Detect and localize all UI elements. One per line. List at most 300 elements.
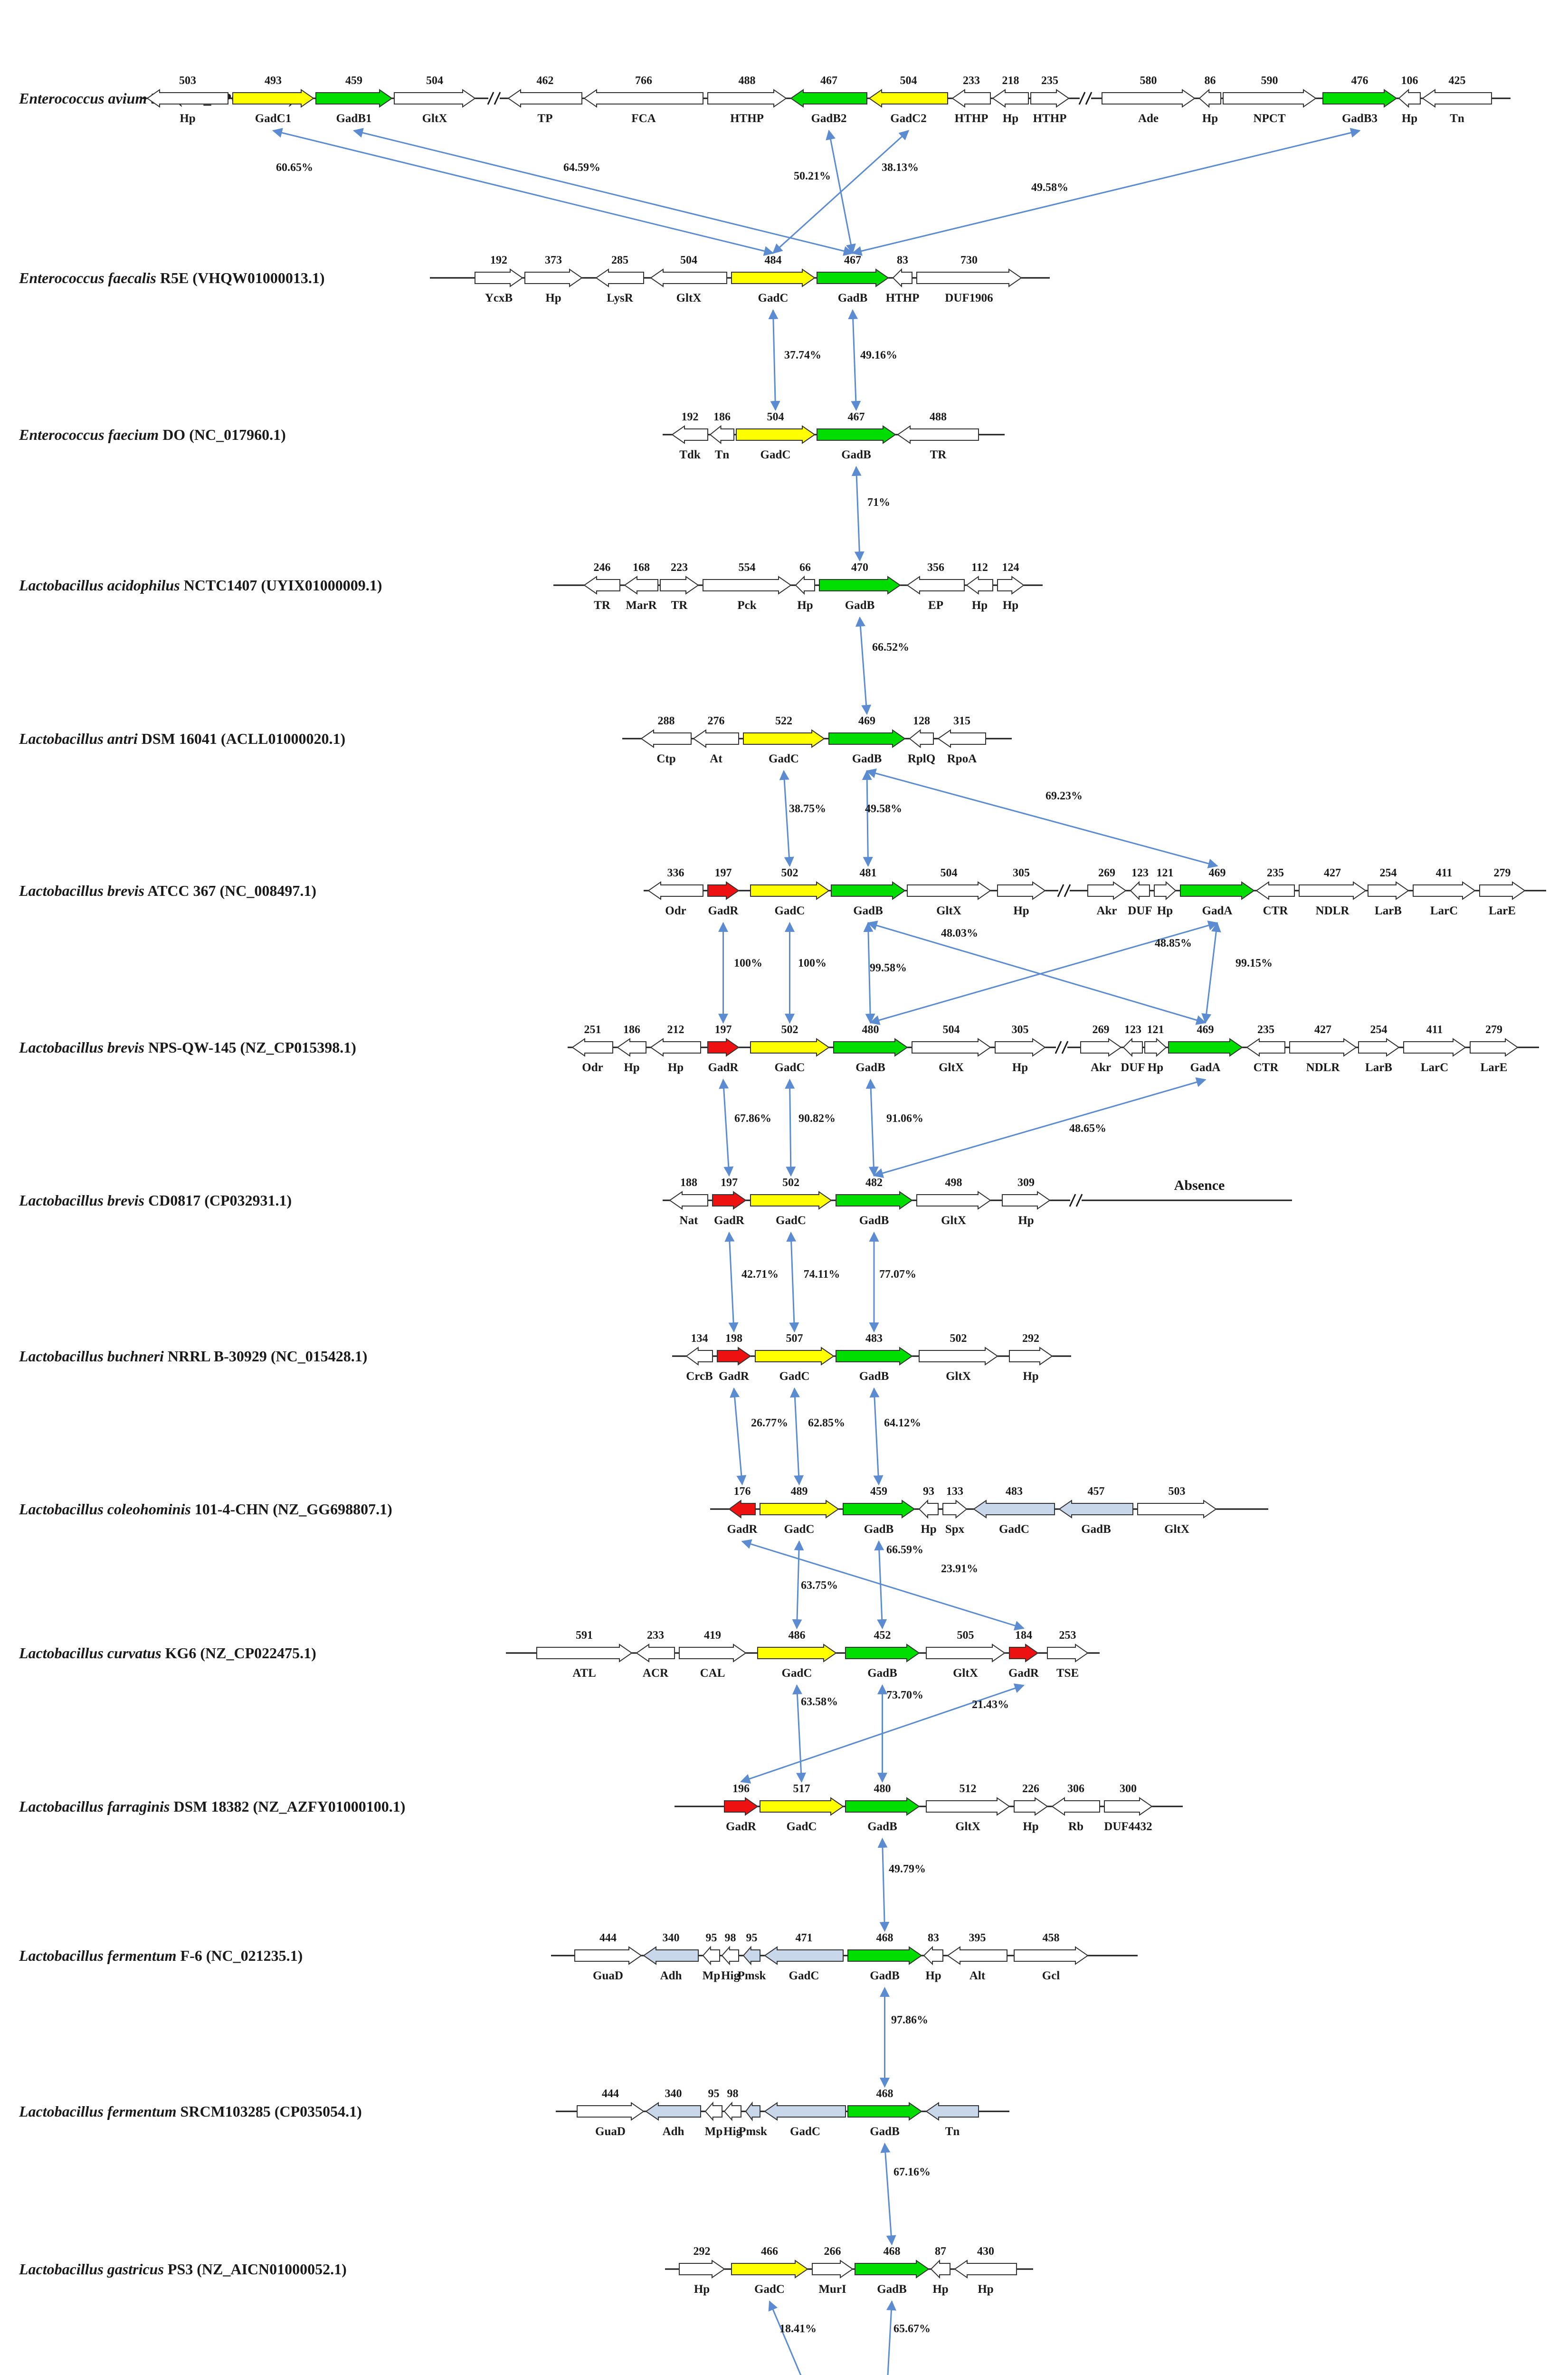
organism-rows (19, 75, 1546, 2375)
gene-hp (919, 1485, 938, 1536)
gene-arrow (644, 1947, 698, 1964)
gene-name: GadR (727, 1523, 758, 1536)
gene-arrow (584, 90, 703, 107)
gene-gadb (848, 2088, 922, 2138)
gene-hp3 (1199, 75, 1221, 125)
gene-length: 504 (767, 411, 784, 423)
homology-link (794, 131, 853, 253)
gene-name: GadB (841, 448, 871, 461)
homology-link (723, 923, 763, 1023)
gene-gadr (724, 1783, 758, 1833)
gene-arrow (938, 730, 986, 747)
homology-link (883, 1685, 924, 1782)
gene-length: 444 (602, 2088, 619, 2100)
gene-ep (907, 561, 964, 612)
gene-arrow (869, 90, 948, 107)
gene-name: GadC (999, 1523, 1029, 1536)
gene-tr2 (660, 561, 698, 612)
gene-gadb (836, 1177, 912, 1227)
identity-percent: 63.58% (801, 1696, 838, 1708)
gene-length: 235 (1267, 867, 1284, 879)
gene-arrow (596, 269, 644, 286)
homology-link (867, 771, 1217, 866)
gene-arrow (843, 1501, 914, 1518)
gene-gltx (912, 1024, 990, 1074)
gene-arrow (1223, 90, 1316, 107)
gene-arrow (924, 1947, 943, 1964)
gene-name: LarE (1489, 904, 1516, 917)
gene-arrow (717, 1348, 751, 1365)
gene-arrow (1199, 90, 1221, 107)
gene-length: 505 (957, 1629, 974, 1642)
gene-hp2 (993, 75, 1028, 125)
gene-spx (943, 1485, 967, 1536)
species-name: Lactobacillus antri (19, 730, 138, 747)
gene-length: 480 (862, 1024, 879, 1036)
gene-length: 373 (545, 254, 562, 266)
gene-name: GadB (867, 1667, 897, 1680)
gene-length: 502 (950, 1332, 967, 1345)
gene-length: 470 (851, 561, 868, 574)
gene-arrow (812, 2261, 853, 2278)
gene-length: 340 (662, 1932, 680, 1944)
gene-length: 476 (1351, 75, 1368, 87)
break-mark (1070, 1194, 1082, 1207)
gene-arrow (926, 1644, 1005, 1662)
gene-length: 196 (732, 1783, 750, 1795)
homology-link (729, 1233, 779, 1331)
gene-arrow (648, 882, 703, 899)
gene-arrow (651, 1039, 701, 1056)
identity-percent: 65.67% (893, 2323, 931, 2335)
gene-name: Hp (1012, 1061, 1028, 1074)
gene-arrow (525, 269, 582, 286)
gene-length: 483 (865, 1332, 883, 1345)
gene-name: TP (537, 112, 553, 125)
gene-name: Hp (1023, 1820, 1039, 1833)
double-arrow (883, 1839, 885, 1931)
gene-crcb (686, 1332, 713, 1383)
gene-arrow (537, 1644, 632, 1662)
gene-length: 554 (738, 561, 756, 574)
gene-arrow (848, 1947, 922, 1964)
species-name: Lactobacillus fermentum (19, 1947, 177, 1964)
gene-rpoa (938, 715, 986, 765)
organism-row-lfe2 (19, 2088, 1009, 2138)
homology-link (885, 1988, 929, 2087)
gene-length: 197 (721, 1177, 738, 1189)
gene-name: LarC (1420, 1061, 1449, 1074)
gene-length: 468 (876, 1932, 893, 1944)
gene-length: 184 (1015, 1629, 1032, 1642)
gene-name: Hp (694, 2283, 710, 2296)
break-mark (1079, 92, 1092, 105)
gene-ade (1102, 75, 1195, 125)
gene-arrow (1145, 1039, 1166, 1056)
gene-arrow (1104, 1798, 1152, 1815)
gene-alt (948, 1932, 1007, 1982)
homology-link (860, 618, 909, 714)
gene-name: Hp (1018, 1214, 1034, 1227)
gene-length: 459 (345, 75, 362, 87)
gene-ndlr (1299, 867, 1366, 917)
identity-percent: 18.41% (779, 2323, 817, 2335)
gene-length: 504 (426, 75, 443, 87)
gene-length: 197 (714, 867, 732, 879)
homology-link (856, 467, 891, 560)
gene-arrow (1256, 882, 1294, 899)
gene-arrow (760, 1798, 843, 1815)
gene-gadb2 (1059, 1485, 1133, 1536)
gene-name: GadC (786, 1820, 817, 1833)
identity-percent: 66.52% (872, 641, 909, 654)
gene-name: Pmsk (739, 2125, 767, 2138)
gene-length: 269 (1092, 1024, 1110, 1036)
gene-length: 522 (775, 715, 792, 727)
species-name: Lactobacillus curvatus (19, 1644, 162, 1662)
gene-name: GadC (776, 1214, 806, 1227)
gene-length: 336 (667, 867, 684, 879)
identity-percent: 38.13% (882, 162, 919, 174)
gene-arrow (1323, 90, 1397, 107)
double-arrow (784, 771, 790, 866)
gene-name: DUF4432 (1104, 1820, 1152, 1833)
identity-percent: 49.79% (889, 1863, 926, 1875)
organism-label (19, 882, 316, 899)
gene-name: LarE (1480, 1061, 1508, 1074)
homology-link (853, 310, 897, 410)
gene-arrow (1031, 90, 1069, 107)
gene-arrow (147, 90, 228, 107)
gene-name: Spx (945, 1523, 965, 1536)
gene-name: GadR (708, 1061, 739, 1074)
homology-link (734, 1388, 788, 1484)
gene-length: 306 (1067, 1783, 1084, 1795)
gene-name: HTHP (1033, 112, 1067, 125)
gene-name: Hig (721, 1969, 740, 1982)
gene-length: 305 (1011, 1024, 1029, 1036)
gene-gltx (919, 1332, 998, 1383)
break-mark (1058, 884, 1070, 897)
gene-arrow (732, 2261, 808, 2278)
gene-length: 503 (1168, 1485, 1186, 1498)
gene-gadr (708, 867, 739, 917)
identity-percent: 77.07% (879, 1268, 916, 1281)
gene-arrow (746, 2103, 760, 2120)
homology-link (773, 310, 822, 410)
gene-ctp (641, 715, 691, 765)
gene-name: GadC (781, 1667, 812, 1680)
identity-percent: 37.74% (784, 349, 821, 361)
double-arrow (874, 1388, 879, 1484)
gene-lysr (596, 254, 644, 304)
gene-arrow (233, 90, 314, 107)
gene-tr (898, 411, 979, 461)
gene-gadr (713, 1177, 746, 1227)
break-mark (488, 92, 500, 105)
gene-length: 66 (799, 561, 811, 574)
gene-length: 121 (1156, 867, 1174, 879)
identity-percent: 62.85% (808, 1417, 845, 1429)
organism-label (19, 1039, 356, 1056)
gene-name: GltX (936, 904, 961, 917)
gene-length: 253 (1059, 1629, 1076, 1642)
gene-arrow (834, 1039, 907, 1056)
gene-arrow (713, 1192, 746, 1209)
gene-length: 468 (883, 2245, 901, 2258)
double-arrow (354, 131, 853, 253)
gene-name: LarB (1375, 904, 1402, 917)
double-arrow (871, 1080, 874, 1176)
gene-name: GadC2 (890, 112, 927, 125)
gene-arrow (907, 882, 990, 899)
gene-name: Tn (945, 2125, 960, 2138)
gene-name: LarC (1430, 904, 1458, 917)
gene-arrow (751, 1192, 831, 1209)
double-arrow (773, 310, 776, 410)
gene-hp1 (796, 561, 815, 612)
gene-gadb (846, 1629, 919, 1680)
organism-row-lbr2 (19, 1024, 1539, 1074)
gene-arrow (316, 90, 392, 107)
gene-arrow (722, 1947, 739, 1964)
gene-length: 233 (647, 1629, 664, 1642)
gene-arrow (1102, 90, 1195, 107)
species-name: Lactobacillus brevis (19, 1039, 144, 1056)
gene-name: GadB (1081, 1523, 1111, 1536)
double-arrow (885, 2144, 892, 2244)
gene-hp1 (147, 75, 228, 125)
gene-length: 288 (657, 715, 675, 727)
gene-length: 87 (935, 2245, 946, 2258)
identity-percent: 71% (867, 496, 890, 509)
gene-arrow (703, 577, 791, 594)
organism-row-efm (19, 411, 1005, 461)
gene-name: Adh (660, 1969, 682, 1982)
gene-gltx (926, 1783, 1009, 1833)
gene-name: TR (671, 599, 688, 612)
gene-gadb (829, 715, 905, 765)
gene-larc (1404, 1024, 1465, 1074)
gene-length: 468 (876, 2088, 893, 2100)
gene-gltx (651, 254, 727, 304)
gene-ycxb (475, 254, 523, 304)
species-name: Lactobacillus acidophilus (19, 577, 180, 594)
gene-marr (625, 561, 658, 612)
strain-accession: F-6 (NC_021235.1) (176, 1947, 303, 1964)
double-arrow (770, 2301, 807, 2375)
gene-arrow (729, 1501, 755, 1518)
homology-link (770, 2301, 817, 2375)
gene-name: Hp (545, 292, 561, 304)
gene-name: GadA (1190, 1061, 1221, 1074)
gene-pck (703, 561, 791, 612)
gene-pmsk (739, 2103, 767, 2138)
gene-name: GadB (859, 1214, 889, 1227)
gene-arrow (743, 730, 824, 747)
gene-arrow (1014, 1798, 1047, 1815)
gene-name: GuaD (593, 1969, 623, 1982)
gene-length: 246 (593, 561, 611, 574)
gene-length: 488 (930, 411, 947, 423)
double-arrow (790, 1080, 791, 1176)
gene-name: Tn (714, 448, 730, 461)
gene-arrow (836, 1348, 912, 1365)
gene-length: 121 (1147, 1024, 1164, 1036)
double-arrow (791, 1233, 795, 1331)
gene-duf (1104, 1783, 1152, 1833)
gene-ctr (1256, 867, 1294, 917)
gene-arrow (917, 269, 1021, 286)
gene-gltx (907, 867, 990, 917)
gene-name: GltX (946, 1370, 971, 1383)
gene-length: 276 (707, 715, 725, 727)
gene-length: 98 (724, 1932, 736, 1944)
gene-length: 98 (727, 2088, 739, 2100)
gene-name: MurI (818, 2283, 846, 2296)
gene-length: 444 (599, 1932, 617, 1944)
gene-arrow (760, 1501, 838, 1518)
gene-hp2 (1154, 867, 1176, 917)
gene-hp (924, 1932, 943, 1982)
gene-name: Hp (1157, 904, 1173, 917)
identity-percent: 91.06% (886, 1112, 923, 1125)
gene-length: 254 (1370, 1024, 1387, 1036)
gene-length: 580 (1140, 75, 1157, 87)
gene-arrow (1470, 1039, 1518, 1056)
gene-gadb (848, 1932, 922, 1982)
double-arrow (797, 1541, 799, 1628)
identity-percent: 26.77% (751, 1417, 788, 1429)
gene-arrow (910, 730, 933, 747)
gene-mp (703, 1932, 721, 1982)
gene-length: 457 (1087, 1485, 1105, 1498)
identity-percent: 99.15% (1235, 957, 1273, 969)
organism-row-lbr1 (19, 867, 1546, 917)
gene-arrow (1154, 882, 1176, 899)
organism-row-lbu (19, 1332, 1071, 1383)
gene-name: Hp (797, 599, 813, 612)
gene-length: 300 (1120, 1783, 1137, 1795)
double-arrow (860, 618, 867, 714)
gene-gadc (751, 1024, 829, 1074)
strain-accession: PS3 (NZ_AICN01000052.1) (163, 2261, 347, 2278)
strain-accession: NRRL B-30929 (NC_015428.1) (163, 1348, 368, 1365)
gene-length: 471 (795, 1932, 813, 1944)
homology-link (874, 1233, 916, 1331)
species-name: Enterococcus faecium (19, 426, 159, 443)
gene-gadb (834, 1024, 907, 1074)
gene-length: 197 (714, 1024, 732, 1036)
gene-arrow (575, 1947, 641, 1964)
species-name: Lactobacillus brevis (19, 882, 144, 899)
gene-name: GadB (837, 292, 868, 304)
gene-hp (1014, 1783, 1047, 1833)
gene-name: GadC (779, 1370, 810, 1383)
gene-length: 484 (764, 254, 782, 266)
gene-length: 427 (1314, 1024, 1331, 1036)
gene-length: 95 (705, 1932, 717, 1944)
gene-length: 93 (923, 1485, 934, 1498)
homology-connections (273, 131, 1360, 2375)
gene-lare (1480, 867, 1525, 917)
gene-name: Mp (704, 2125, 723, 2138)
identity-percent: 66.59% (886, 1544, 923, 1556)
gene-length: 235 (1041, 75, 1058, 87)
gene-arrow (705, 2103, 722, 2120)
gene-name: ATL (572, 1667, 596, 1680)
identity-percent: 90.82% (798, 1112, 836, 1125)
gene-name: GuaD (595, 2125, 626, 2138)
gene-name: NPCT (1253, 112, 1286, 125)
gene-arrow (708, 90, 786, 107)
gene-length: 254 (1379, 867, 1397, 879)
gene-gadb (836, 1332, 912, 1383)
identity-percent: 23.91% (941, 1563, 978, 1575)
gene-arrow (755, 1348, 834, 1365)
gene-length: 223 (671, 561, 688, 574)
gene-gada (1180, 867, 1254, 917)
gene-arrow (948, 1947, 1007, 1964)
gene-name: Odr (665, 904, 686, 917)
identity-percent: 60.65% (276, 162, 313, 174)
gene-arrow (1299, 882, 1366, 899)
gene-name: Akr (1090, 1061, 1112, 1074)
gene-name: GadR (726, 1820, 756, 1833)
homology-link (874, 1388, 921, 1484)
gene-gltx (394, 75, 475, 125)
gene-name: Tn (1450, 112, 1464, 125)
homology-link (871, 1080, 924, 1176)
gene-length: 279 (1493, 867, 1511, 879)
gene-name: GadB (877, 2283, 907, 2296)
gene-name: Hp (1002, 112, 1019, 125)
homology-link (879, 1541, 923, 1628)
gene-arrow (1059, 1501, 1133, 1518)
organism-row-lcu (19, 1629, 1100, 1680)
gene-name: GadB (859, 1370, 889, 1383)
gene-arrow (679, 2261, 724, 2278)
gene-name: ACR (642, 1667, 669, 1680)
break-mark (1055, 1041, 1068, 1054)
gene-name: GadB (864, 1523, 894, 1536)
strain-accession: KG6 (NZ_CP022475.1) (161, 1644, 316, 1662)
gene-arrow (1247, 1039, 1285, 1056)
gene-length: 123 (1131, 867, 1149, 879)
gene-length: 493 (265, 75, 282, 87)
gene-arrow (907, 577, 964, 594)
identity-percent: 48.65% (1069, 1122, 1106, 1135)
gene-name: DUF1906 (945, 292, 993, 304)
gene-akr (1088, 867, 1126, 917)
double-arrow (1206, 923, 1217, 1023)
gene-length: 292 (1022, 1332, 1039, 1345)
gene-name: GadC (790, 2125, 820, 2138)
gene-length: 502 (781, 1024, 798, 1036)
gene-length: 106 (1401, 75, 1418, 87)
gene-length: 512 (959, 1783, 977, 1795)
gene-arrow (1014, 1947, 1088, 1964)
organism-label (19, 1947, 303, 1964)
gene-name: Hig (723, 2125, 742, 2138)
gene-arrow (926, 2103, 979, 2120)
gene-arrow (1002, 1192, 1050, 1209)
gene-acr (637, 1629, 675, 1680)
gene-arrow (1359, 1039, 1399, 1056)
organism-label (19, 1501, 392, 1518)
gene-length: 285 (611, 254, 628, 266)
gene-name: YcxB (485, 292, 513, 304)
